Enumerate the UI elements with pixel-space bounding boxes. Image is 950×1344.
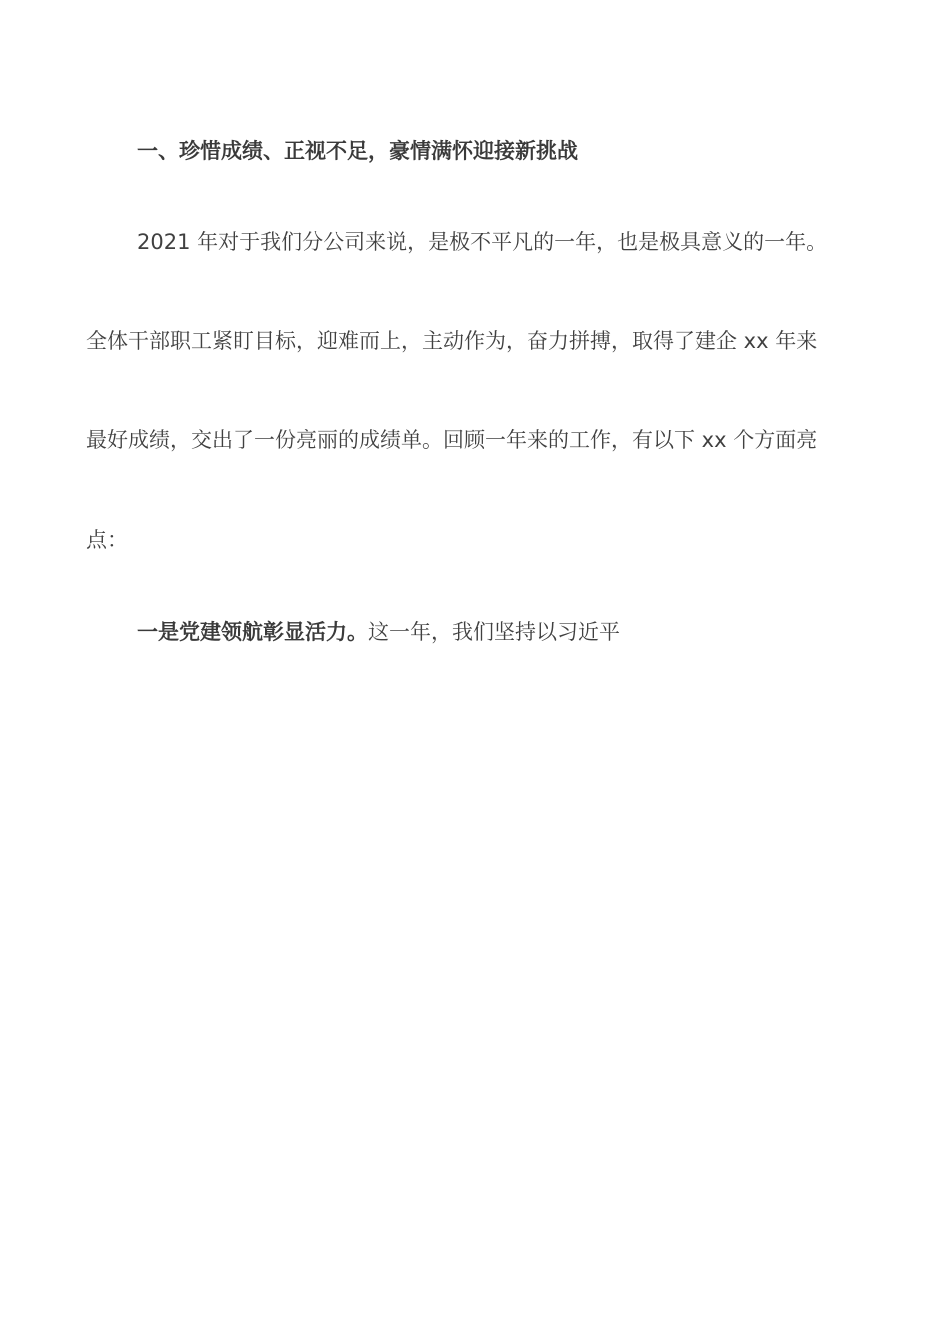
section-heading: 一、珍惜成绩、正视不足，豪情满怀迎接新挑战 xyxy=(137,139,578,163)
paragraph-line: 全体干部职工紧盯目标，迎难而上，主动作为，奋力拼搏，取得了建企 xx 年来 xyxy=(86,329,818,353)
bold-lead-text: 一是党建领航彰显活力。 xyxy=(137,620,368,644)
paragraph-line xyxy=(137,618,620,646)
paragraph-text: 这一年，我们坚持以习近平 xyxy=(368,620,620,644)
paragraph-line: 2021 年对于我们分公司来说，是极不平凡的一年，也是极具意义的一年。 xyxy=(137,230,828,254)
paragraph-line: 点： xyxy=(86,528,128,552)
paragraph-line: 最好成绩，交出了一份亮丽的成绩单。回顾一年来的工作，有以下 xx 个方面亮 xyxy=(86,428,818,452)
